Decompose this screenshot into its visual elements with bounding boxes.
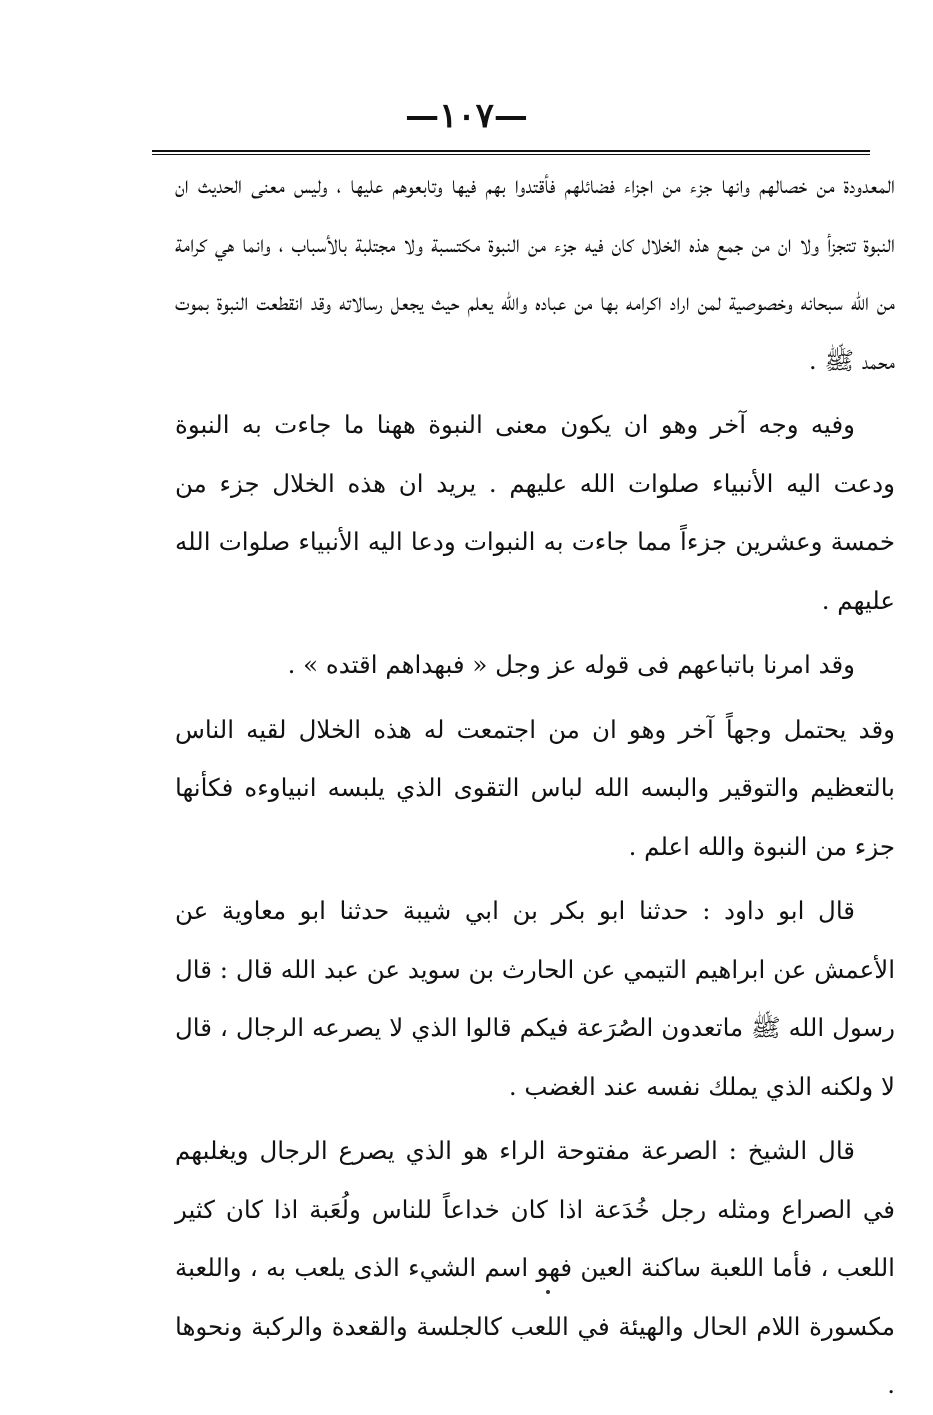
paragraph-5: قال ابو داود : حدثنا ابو بكر بن ابي شيبة حدثنا ابو معاوية عن الأعمش عن ابراهيم التيمي عن الحارث بن سويد عن عبد الله قال : قال رسول الله ﷺ ماتعدون الصُرَعة فيكم قالوا الذي لا يصرعه الرجال ، قال لا ولكنه الذي يملك نفسه عند الغضب .	[175, 896, 895, 1101]
paragraph-1: المعدودة من خصالهم وانها جزء من اجزاء فضائلهم فأقتدوا بهم فيها وتابعوهم عليها ، وليس معنى الحديث ان النبوة تتجزأ ولا ان من جمع هذه الخلال كان فيه جزء من النبوة مكتسبة ولا مجتلبة بالأسباب ، وانما هي كرامة من الله سبحانه وخصوصية لمن اراد اكرامه بها من عباده والله يعلم حيث يجعل رسالاته وقد انقطعت النبوة بموت محمد ﷺ .	[175, 170, 895, 375]
paragraph-3: وقد امرنا باتباعهم فى قوله عز وجل « فبهداهم اقتده » .	[287, 650, 855, 679]
paragraph-4: وقد يحتمل وجهاً آخر وهو ان من اجتمعت له هذه الخلال لقيه الناس بالتعظيم والتوقير والبسه الله لباس التقوى الذي يلبسه انبياوءه فكأنها جزء من النبوة والله اعلم .	[175, 714, 895, 861]
page-number: —١٠٧—	[405, 96, 528, 136]
header-rule-thin	[152, 154, 870, 155]
page-body	[175, 156, 895, 1415]
ink-dot	[546, 1290, 550, 1294]
header-rule	[152, 150, 870, 152]
paragraph-6: قال الشيخ : الصرعة مفتوحة الراء هو الذي يصرع الرجال ويغلبهم في الصراع ومثله رجل خُدَعة اذا كان خداعاً للناس ولُعَبة اذا كان كثير اللعب ، فأما اللعبة ساكنة العين فهو اسم الشيء الذى يلعب به ، واللعبة مكسورة اللام الحال والهيئة في اللعب كالجلسة والقعدة والركبة ونحوها .	[175, 1136, 895, 1399]
paragraph-2: وفيه وجه آخر وهو ان يكون معنى النبوة ههنا ما جاءت به النبوة ودعت اليه الأنبياء صلوات الله عليهم . يريد ان هذه الخلال جزء من خمسة وعشرين جزءاً مما جاءت به النبوات ودعا اليه الأنبياء صلوات الله عليهم .	[175, 410, 895, 615]
